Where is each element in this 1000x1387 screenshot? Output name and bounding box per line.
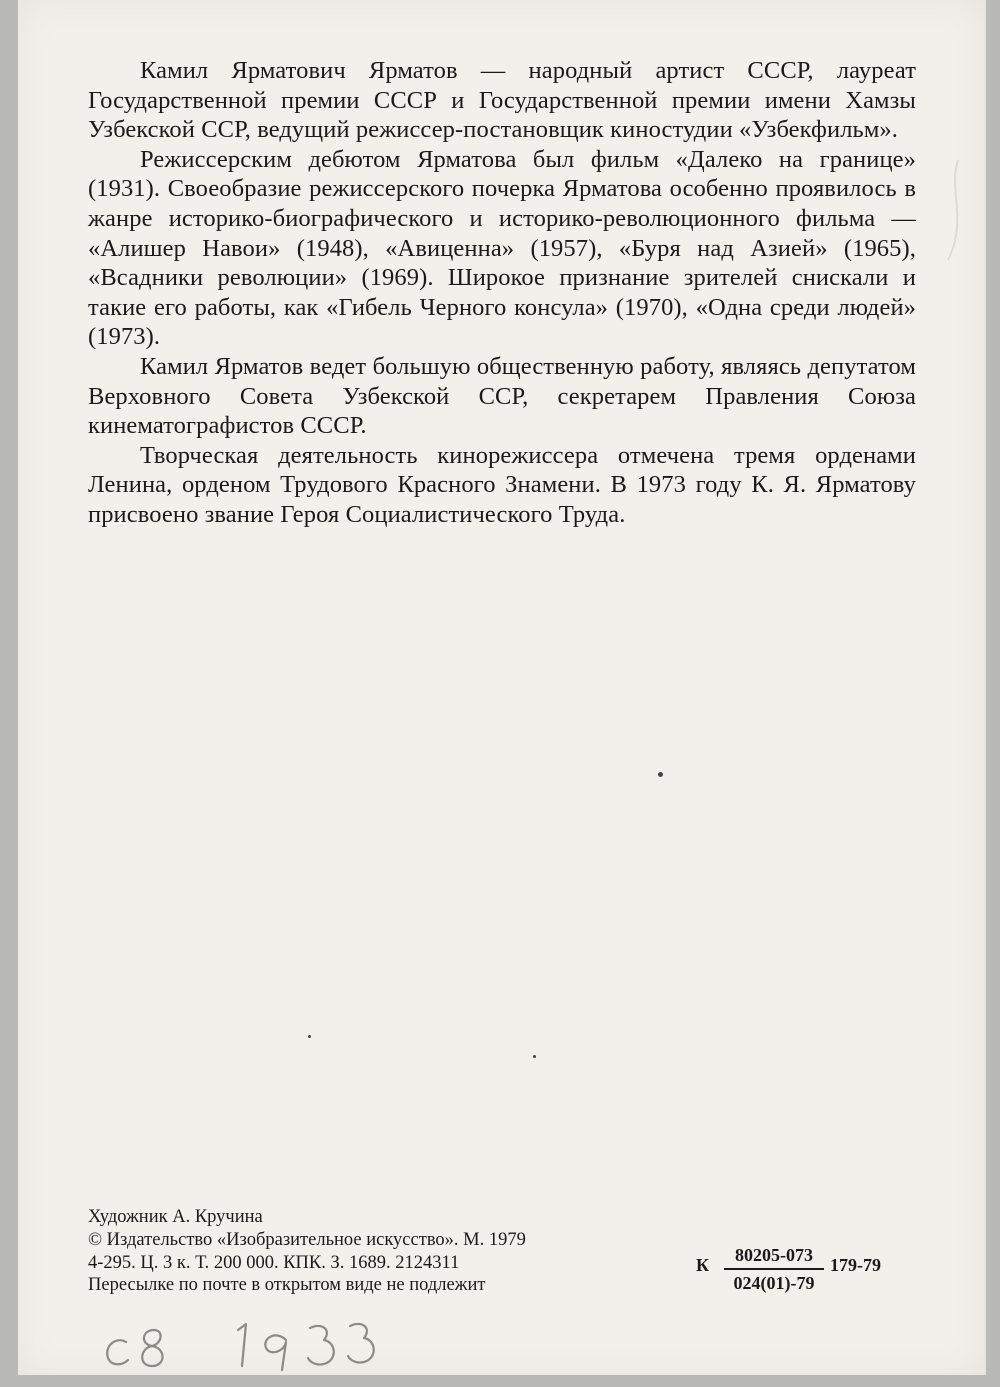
faint-pencil-mark [918, 150, 988, 270]
paragraph-2: Режиссерским дебютом Ярматова был фильм «Далеко на границе» (1931). Своеобразие режиссерского почерка Ярматова особенно проявилось в жанре историко-биографического и историко-революционного фильма — «Алишер Навои» (1948), «Авиценна» (1957), «Буря над Азией» (1965), «Всадники революции» (1969). Широкое признание зрителей снискали и такие его работы, как «Гибель Черного консула» (1970), «Одна среди людей» (1973). [88, 145, 916, 351]
code-denominator: 024(01)-79 [733, 1273, 815, 1293]
print-info: 4-295. Ц. 3 к. Т. 200 000. КПК. З. 1689. 2124311 [88, 1252, 460, 1273]
code-fraction [724, 1244, 824, 1294]
speck [533, 1055, 536, 1058]
artist-credit: Художник А. Кручина [88, 1207, 263, 1227]
speck [308, 1035, 311, 1038]
paragraph-3: Камил Ярматов ведет большую общественную работу, являясь депутатом Верховного Совета Узбекской ССР, секретарем Правления Союза кинематографистов СССР. [88, 352, 916, 440]
code-numerator: 80205-073 [724, 1244, 824, 1270]
imprint-block [88, 1206, 688, 1297]
postal-note: Пересылке по почте в открытом виде не подлежит [88, 1275, 486, 1296]
publisher-line: © Издательство «Изобразительное искусство». М. 1979 [88, 1229, 526, 1250]
code-prefix: К [696, 1255, 710, 1275]
paragraph-1: Камил Ярматович Ярматов — народный артист СССР, лауреат Государственной премии СССР и Государственной премии имени Хамзы Узбекской ССР, ведущий режиссер-постановщик киностудии «Узбекфильм». [88, 57, 916, 144]
code-suffix: 179-79 [830, 1255, 881, 1275]
handwritten-inventory-note [96, 1300, 396, 1380]
biography-text [88, 56, 916, 530]
paragraph-4: Творческая деятельность кинорежиссера отмечена тремя орденами Ленина, орденом Трудового Красного Знамени. В 1973 году К. Я. Ярматову присвоено звание Героя Социалистического Труда. [88, 441, 916, 528]
speck [658, 772, 663, 777]
postcard-back [18, 0, 986, 1375]
handwritten-note-drawing [96, 1300, 396, 1380]
